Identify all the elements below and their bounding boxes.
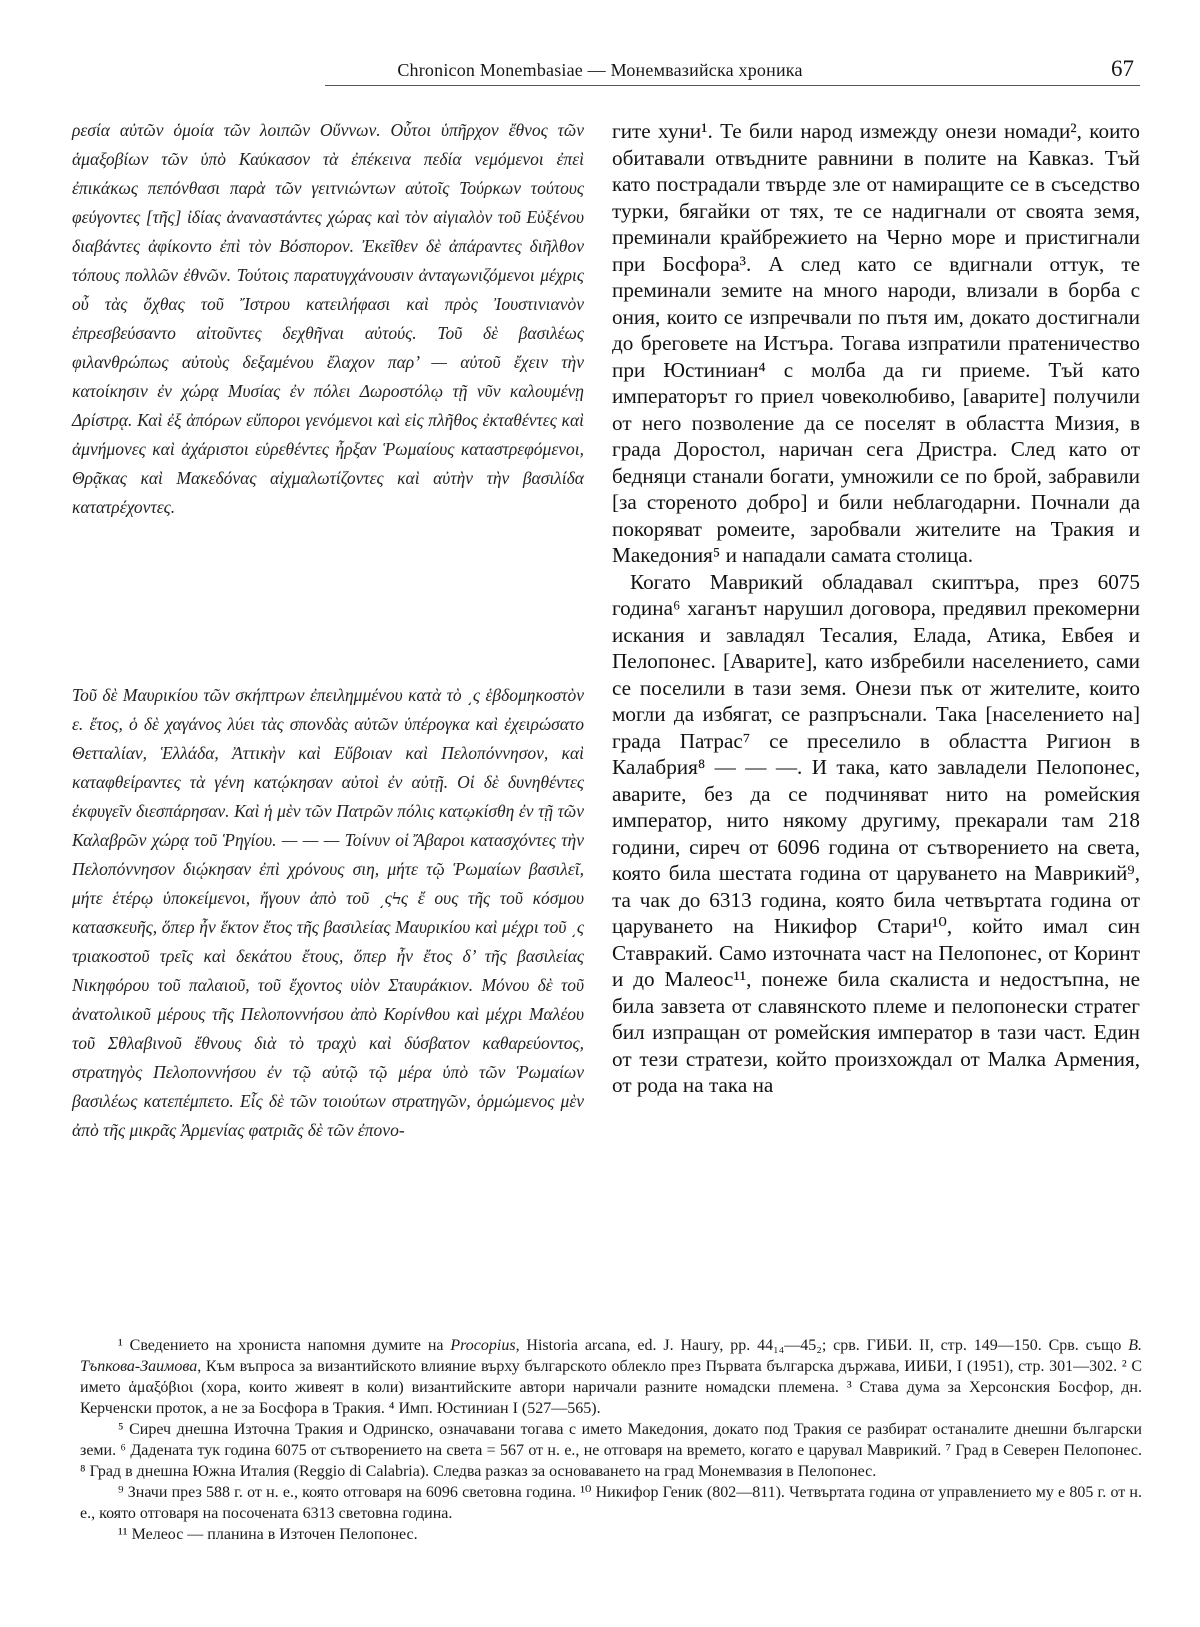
footnote-text: , Historia arcana, ed. J. Haury, pp. 44₁₄—45₂; срв. ГИБИ. II, стр. 149—150. Срв. също: [515, 1337, 1129, 1354]
greek-paragraph-1: ρεσία αὐτῶν ὁμοία τῶν λοιπῶν Οὔννων. Οὗτοι ὑπῆρχον ἔθνος τῶν ἁμαξοβίων τῶν ὑπὸ Καύκασον τὰ ἐπέκεινα πεδία νεμόμενοι ἐπεὶ ἐπικάκως πεπόνθασι παρὰ τῶν γειτνιώντων αὐτοῖς Τούρκων τούτους φεύγοντες [τῆς] ἰδίας ἀναναστάντες χώρας καὶ τὸν αἰγιαλὸν τοῦ Εὐξένου διαβάντες ἀφίκοντο ἐπὶ τὸν Βόσπορον. Ἐκεῖθεν δὲ ἀπάραντες διῆλθον τόπους πολλῶν ἐθνῶν. Τούτοις παρατυγχάνουσιν ἀνταγωνιζόμενοι μέχρις οὗ τὰς ὄχθας τοῦ Ἴστρου κατειλήφασι καὶ πρὸς Ἰουστινιανὸν ἐπρεσβεύσαντο αἰτοῦντες δεχθῆναι αὐτούς. Τοῦ δὲ βασιλέως φιλανθρώπως αὐτοὺς δεξαμένου ἔλαχον παρ’ — αὐτοῦ ἔχειν τὴν κατοίκησιν ἐν χώρᾳ Μυσίας ἐν πόλει Δωροστόλῳ τῇ νῦν καλουμένῃ Δρίστρᾳ. Καὶ ἐξ ἀπόρων εὔποροι γενόμενοι καὶ εἰς πλῆθος ἐκταθέντες καὶ ἀμνήμονες καὶ ἀχάριστοι εὑρεθέντες ἦρξαν Ῥωμαίους καταστρεφόμενοι, Θρᾷκας καὶ Μακεδόνας αἰχμαλωτίζοντες καὶ αὐτὴν τὴν βασιλίδα κατατρέχοντες.: [72, 120, 584, 517]
page-number: 67: [1111, 56, 1134, 81]
header-rule: [325, 85, 1140, 86]
bulgarian-paragraph-1: гите хуни¹. Те били народ измежду онези номади², които обитавали отвъдните равнини в полите на Кавказ. Тъй като пострадали твърде зле от намиращите се в съседство турки, бягайки от тях, те се надигнали от своята земя, преминали крайбрежието на Черно море и пристигнали при Босфора³. А след като се вдигнали оттук, те преминали земите на много народи, влизали в борба с ония, които се изпречвали по пътя им, докато достигнали до бреговете на Истъра. Тогава изпратили пратеничество при Юстиниан⁴ с молба да ги приеме. Тъй като императорът го приел човеколюбиво, [аварите] получили от него позволение да се поселят в областта Мизия, в града Доростол, наричан сега Дристра. След като от бедняци станали богати, умножили се по брой, забравили [за стореното добро] и били неблагодарни. Почнали да покоряват ромеите, заробвали жителите на Тракия и Македония⁵ и нападали самата столица.: [612, 119, 1140, 567]
greek-column-block-1: [72, 116, 584, 522]
footnote-text: , Към въпроса за византийското влияние върху българското облекло през Първата българска държава, ИИБИ, I (1951), стр. 301—302. ² С името ἁμαξόβιοι (хора, които живеят в коли) византийските автори наричали разните номадски племена. ³ Става дума за Херсонския Босфор, дн. Керченски проток, а не за Босфора в Тракия. ⁴ Имп. Юстиниан I (527—565).: [80, 1358, 1142, 1417]
footnote-5-8: ⁵ Сиреч днешна Източна Тракия и Одринско, означавани тогава с името Македония, докато под Тракия се разбират останалите днешни български земи. ⁶ Дадената тук година 6075 от сътворението на света = 567 от н. е., не отговаря на времето, когато е царувал Маврикий. ⁷ Град в Северен Пелопонес. ⁸ Град в днешна Южна Италия (Reggio di Calabria). Следва разказ за основаването на град Монемвазия в Пелопонес.: [80, 1421, 1142, 1480]
bulgarian-paragraph-2: Когато Маврикий обладавал скиптъра, през 6075 година⁶ хаганът нарушил договора, предявил прекомерни искания и завладял Тесалия, Елада, Атика, Евбея и Пелопонес. [Аварите], като избребили населението, сами се поселили в тази земя. Онези пък от жителите, които могли да избягат, се разпръснали. Така [населението на] града Патрас⁷ се преселило в областта Ригион в Калабрия⁸ — — —. И така, като завладели Пелопонес, аварите, без да се подчиняват нито на ромейския император, нито някому другиму, прекарали там 218 години, сиреч от 6096 година от сътворението на света, която била шестата година от царуването на Маврикий⁹, та чак до 6313 година, която била четвъртата година от царуването на Никифор Стари¹⁰, който имал син Ставракий. Само източната част на Пелопонес, от Коринт и до Малеос¹¹, понеже била скалиста и недостъпна, не била завзета от славянското племе и пелопонески стратег бил изпращан от ромейския император в тази част. Един от тези стратези, който произхождал от Малка Армения, от рода на така на: [612, 569, 1140, 1097]
running-header: [60, 54, 1140, 88]
footnote-9-10: ⁹ Значи през 588 г. от н. е., която отговаря на 6096 световна година. ¹⁰ Никифор Геник (802—811). Четвъртата година от управлението му е 805 г. от н. е., която отговаря на посочената 6313 световна година.: [80, 1484, 1142, 1522]
bulgarian-column: [612, 118, 1140, 1099]
footnote-1-4: [80, 1335, 1142, 1419]
greek-paragraph-2: Τοῦ δὲ Μαυρικίου τῶν σκήπτρων ἐπειλημμένου κατὰ τὸ ͵ς ἑβδομηκοστὸν ε. ἔτος, ὁ δὲ χαγάνος λύει τὰς σπονδὰς αὐτῶν ὑπέρογκα καὶ ἐχειρώσατο Θετταλίαν, Ἑλλάδα, Ἀττικὴν καὶ Εὔβοιαν καὶ Πελοπόννησον, καὶ καταφθείραντες τὰ γένη κατῴκησαν αὐτοὶ ἐν αὐτῇ. Οἱ δὲ δυνηθέντες ἐκφυγεῖν διεσπάρησαν. Καὶ ἡ μὲν τῶν Πατρῶν πόλις κατῳκίσθη ἐν τῇ τῶν Καλαβρῶν χώρᾳ τοῦ Ῥηγίου. — — — Τοίνυν οἱ Ἄβαροι κατασχόντες τὴν Πελοπόννησον διῴκησαν ἐπὶ χρόνους σιη, μήτε τῷ Ῥωμαίων βασιλεῖ, μήτε ἑτέρῳ ὑποκείμενοι, ἤγουν ἀπὸ τοῦ ͵ςϞς ἔ ους τῆς τοῦ κόσμου κατασκευῆς, ὅπερ ἦν ἕκτον ἔτος τῆς βασιλείας Μαυρικίου καὶ μέχρι τοῦ ͵ς τριακοστοῦ τρεῖς καὶ δεκάτου ἔτους, ὅπερ ἦν ἔτος δ’ τῆς βασιλείας Νικηφόρου τοῦ παλαιοῦ, τοῦ ἔχοντος υἱὸν Σταυράκιον. Μόνου δὲ τοῦ ἀνατολικοῦ μέρους τῆς Πελοποννήσου ἀπὸ Κορίνθου καὶ μέχρι Μαλέου τοῦ Σθλαβινοῦ ἔθνους διὰ τὸ τραχὺ καὶ δύσβατον καθαρεύοντος, στρατηγὸς Πελοποννήσου ἐν τῷ αὐτῷ τῷ μέρα ὑπὸ τῶν Ῥωμαίων βασιλέως κατεπέμπετο. Εἷς δὲ τῶν τοιούτων στρατηγῶν, ὁρμώμενος μὲν ἀπὸ τῆς μικρᾶς Ἀρμενίας φατριᾶς δὲ τῶν ἐπονο-: [72, 685, 584, 1140]
footnote-author: В. Тъпкова-Заимова: [80, 1337, 1142, 1375]
footnote-text: ¹ Сведението на хрониста напомня думите на: [118, 1337, 451, 1354]
running-title: Chronicon Monembasiae — Монемвазийска хроника: [397, 60, 803, 80]
footnotes: [80, 1335, 1142, 1545]
footnote-11: ¹¹ Мелеос — планина в Източен Пелопонес.: [118, 1526, 418, 1543]
footnote-author: Procopius: [450, 1337, 516, 1354]
greek-column-block-2: [72, 681, 584, 1145]
